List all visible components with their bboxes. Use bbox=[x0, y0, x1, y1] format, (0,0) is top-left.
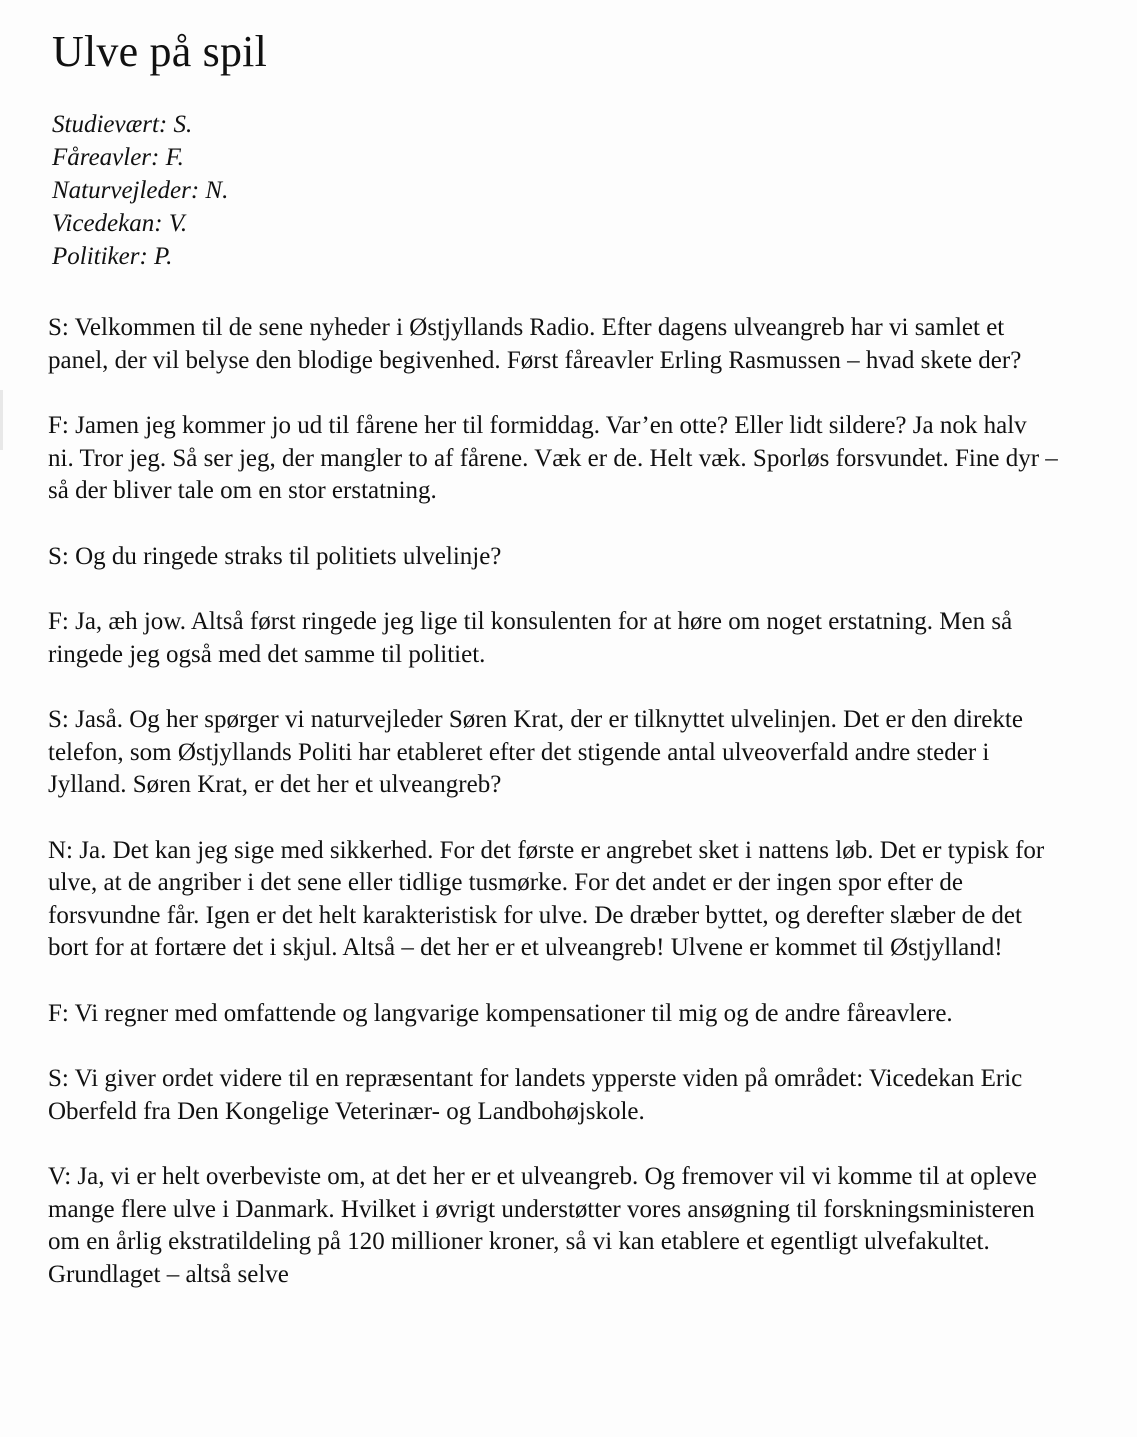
dialogue-paragraph: F: Vi regner med omfattende og langvarige kompensationer til mig og de andre fåreavlere. bbox=[48, 999, 953, 1027]
dialogue-paragraph: V: Ja, vi er helt overbeviste om, at det her er et ulveangreb. Og fremover vil vi komme til at opleve mange flere ulve i Danmark. Hvilket i øvrigt understøtter vores ansøgning til forskningsministeren om en årlig ekstratildeling på 120 millioner kroner, så vi kan etablere et egentligt ulvefakultet. Grundlaget – altså selve bbox=[48, 1163, 1037, 1288]
dialogue-paragraph: F: Jamen jeg kommer jo ud til fårene her til formiddag. Var’en otte? Eller lidt sildere? Ja nok halv ni. Tror jeg. Så ser jeg, der mangler to af fårene. Væk er de. Helt væk. Sporløs forsvundet. Fine dyr – så der bliver tale om en stor erstatning. bbox=[48, 412, 1058, 504]
scan-edge-mark bbox=[0, 390, 3, 450]
dialogue-paragraph: S: Vi giver ordet videre til en repræsentant for landets ypperste viden på området: Vicedekan Eric Oberfeld fra Den Kongelige Veterinær- og Landbohøjskole. bbox=[48, 1065, 1023, 1125]
dialogue-paragraph: N: Ja. Det kan jeg sige med sikkerhed. For det første er angrebet sket i nattens løb. Det er typisk for ulve, at de angriber i det sene eller tidlige tusmørke. For det andet er der ingen spor efter de forsvundne får. Igen er det helt karakteristisk for ulve. De dræber byttet, og derefter slæber de det bort for at fortære det i skjul. Altså – det her er et ulveangreb! Ulvene er kommet til Østjylland! bbox=[48, 836, 1045, 961]
cast-item-faareavler: Fåreavler: F. bbox=[52, 144, 184, 171]
dialogue-paragraph: S: Velkommen til de sene nyheder i Østjyllands Radio. Efter dagens ulveangreb har vi samlet et panel, der vil belyse den blodige begivenhed. Først fåreavler Erling Rasmussen – hvad skete der? bbox=[48, 314, 1022, 374]
document-title: Ulve på spil bbox=[52, 27, 268, 76]
dialogue-paragraph: F: Ja, æh jow. Altså først ringede jeg lige til konsulenten for at høre om noget erstatning. Men så ringede jeg også med det samme til politiet. bbox=[48, 608, 1013, 668]
cast-item-studievaert: Studievært: S. bbox=[52, 111, 193, 138]
cast-item-vicedekan: Vicedekan: V. bbox=[52, 210, 188, 237]
cast-item-politiker: Politiker: P. bbox=[52, 243, 173, 270]
dialogue-paragraph: S: Og du ringede straks til politiets ulvelinje? bbox=[48, 542, 502, 570]
cast-list bbox=[52, 108, 228, 273]
dialogue-paragraph: S: Jaså. Og her spørger vi naturvejleder Søren Krat, der er tilknyttet ulvelinjen. Det er den direkte telefon, som Østjyllands Politi har etableret efter det stigende antal ulveoverfald andre steder i Jylland. Søren Krat, er det her et ulveangreb? bbox=[48, 706, 1023, 798]
dialogue-body bbox=[48, 312, 1058, 1324]
cast-item-naturvejleder: Naturvejleder: N. bbox=[52, 177, 229, 204]
